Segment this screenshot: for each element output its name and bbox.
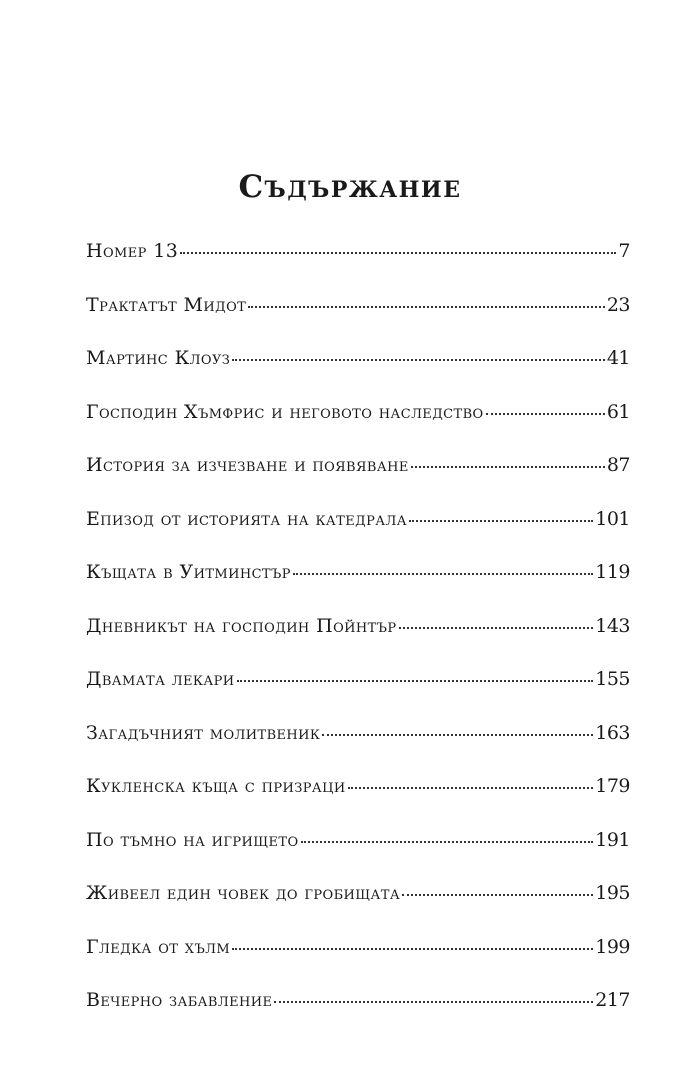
toc-entry-title: Дневникът на господин Пойнтър — [86, 614, 397, 637]
toc-entry — [86, 454, 630, 508]
toc-entry — [86, 668, 630, 722]
toc-entry — [86, 347, 630, 401]
dot-leader — [248, 306, 605, 308]
toc-entry-title: Двамата лекари — [86, 668, 235, 690]
toc-entry-title: Епизод от историята на катедрала — [86, 507, 407, 530]
table-of-contents — [86, 240, 630, 1043]
toc-entry-page: 87 — [606, 454, 630, 476]
toc-entry-page: 143 — [595, 614, 630, 637]
toc-entry-page: 163 — [595, 721, 630, 744]
toc-entry — [86, 401, 630, 455]
toc-entry-page: 7 — [618, 240, 630, 262]
toc-entry-page: 119 — [595, 561, 630, 583]
toc-entry-page: 217 — [595, 989, 630, 1011]
dot-leader — [237, 680, 594, 682]
toc-entry — [86, 989, 630, 1043]
toc-entry-page: 41 — [606, 347, 630, 369]
toc-entry — [86, 240, 630, 294]
dot-leader — [411, 466, 605, 468]
toc-entry — [86, 615, 630, 669]
toc-entry-title: Номер 13 — [86, 240, 179, 262]
dot-leader — [180, 252, 616, 254]
toc-entry — [86, 829, 630, 883]
toc-entry-title: Къщата в Уитминстър — [86, 561, 291, 583]
dot-leader — [293, 573, 593, 575]
dot-leader — [322, 734, 593, 736]
toc-entry-title: Вечерно забавление — [86, 989, 273, 1011]
toc-entry — [86, 722, 630, 776]
toc-entry-title: Мартинс Клоуз — [86, 347, 231, 369]
toc-entry — [86, 294, 630, 348]
toc-entry-title: Гледка от хълм — [86, 935, 231, 958]
toc-entry-page: 23 — [606, 293, 630, 316]
toc-entry-title: Загадъчният молитвеник — [86, 721, 321, 744]
dot-leader — [486, 413, 605, 415]
toc-entry — [86, 561, 630, 615]
toc-entry-page: 199 — [595, 935, 630, 958]
dot-leader — [402, 894, 593, 896]
dot-leader — [348, 787, 594, 789]
dot-leader — [301, 841, 594, 843]
toc-entry — [86, 775, 630, 829]
toc-entry-page: 195 — [595, 882, 630, 904]
dot-leader — [232, 948, 593, 950]
toc-entry-page: 191 — [595, 828, 630, 851]
toc-entry-page: 179 — [595, 775, 630, 797]
dot-leader — [399, 627, 594, 629]
toc-entry-page: 155 — [595, 668, 630, 690]
toc-entry-title: Кукленска къща с призраци — [86, 775, 346, 797]
toc-entry-title: История за изчезване и появяване — [86, 454, 409, 476]
toc-entry-page: 61 — [606, 400, 630, 423]
toc-entry — [86, 882, 630, 936]
toc-entry-title: Господин Хъмфрис и неговото наследство — [86, 400, 484, 423]
page-title: Съдържание — [238, 168, 462, 205]
toc-entry-title: По тъмно на игрището — [86, 828, 299, 851]
toc-entry — [86, 936, 630, 990]
toc-entry — [86, 508, 630, 562]
toc-entry-title: Живеел един човек до гробищата — [86, 882, 401, 904]
toc-entry-page: 101 — [595, 507, 630, 530]
toc-entry-title: Трактатът Мидот — [86, 293, 247, 316]
dot-leader — [274, 1001, 593, 1003]
dot-leader — [232, 359, 605, 361]
dot-leader — [409, 520, 593, 522]
